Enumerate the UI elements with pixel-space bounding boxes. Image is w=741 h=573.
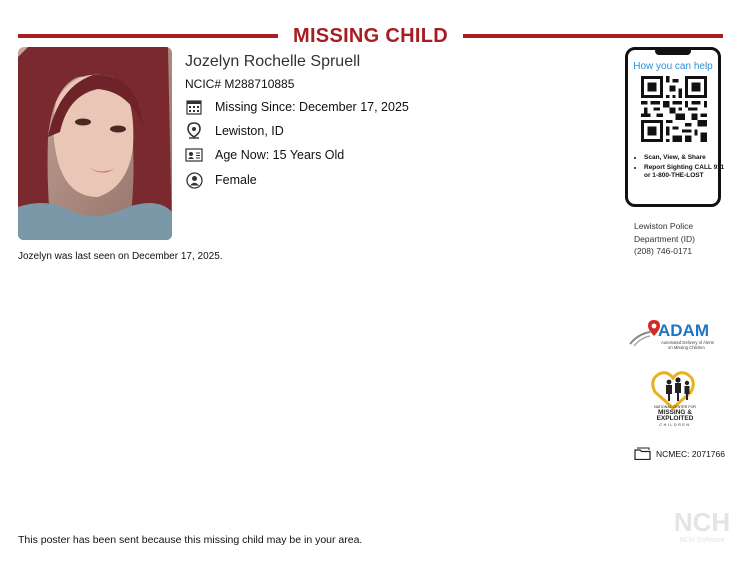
nch-watermark [672,505,732,545]
help-bullet-report: • Report Sighting CALL 911 or 1-800-THE-LOST [644,164,728,181]
adam-wordmark: ADAM [658,321,709,340]
ncmec-logo-line1: NATIONAL CENTER FOR [654,405,696,409]
age-row [185,145,344,165]
ncmec-logo [645,370,705,428]
person-icon [185,171,203,189]
phone-notch [655,49,691,55]
adam-logo [628,318,720,356]
how-to-help-card [625,47,725,207]
ncmec-logo-line2: MISSING & [658,409,692,416]
ncmec-logo-line3: EXPLOITED [656,415,694,422]
location-row [185,121,284,141]
location-text: Lewiston, ID [215,124,284,138]
calendar-icon [185,98,203,116]
help-heading: How you can help [633,61,713,72]
age-text: Age Now: 15 Years Old [215,148,345,162]
ncmec-case-line [634,447,725,460]
id-card-icon [185,146,203,164]
missing-since-text: Missing Since: December 17, 2025 [215,100,409,114]
qr-code[interactable] [641,76,707,142]
agency-name-line2: Department (ID) [634,233,695,244]
agency-name-line1: Lewiston Police [634,221,694,231]
help-bullet-scan: • Scan, View, & Share [644,154,728,163]
ncmec-logo-line4: CHILDREN [659,423,691,427]
agency-contact [634,220,695,258]
adam-subtitle-2: on Missing Children [668,345,705,350]
missing-since-row [185,97,409,117]
adam-subtitle-1: Automated Delivery of Alerts [661,340,714,345]
ncic-number: NCIC# M288710885 [185,77,295,91]
last-seen-text: Jozelyn was last seen on December 17, 2025. [18,251,223,262]
sex-text: Female [215,173,257,187]
agency-phone: (208) 746-0171 [634,246,693,256]
ncmec-case-number: NCMEC: 2071766 [656,448,725,459]
sex-row [185,170,257,190]
folder-icon [634,447,651,460]
nch-watermark-mark: NCH [673,507,731,537]
footer-notice: This poster has been sent because this missing child may be in your area. [18,534,363,546]
help-bullets [634,154,728,182]
map-pin-icon [185,122,203,140]
child-photo [18,47,172,240]
nch-watermark-caption: NCH Software [679,537,725,544]
child-name: Jozelyn Rochelle Spruell [185,53,361,70]
poster-title: MISSING CHILD [292,25,448,47]
